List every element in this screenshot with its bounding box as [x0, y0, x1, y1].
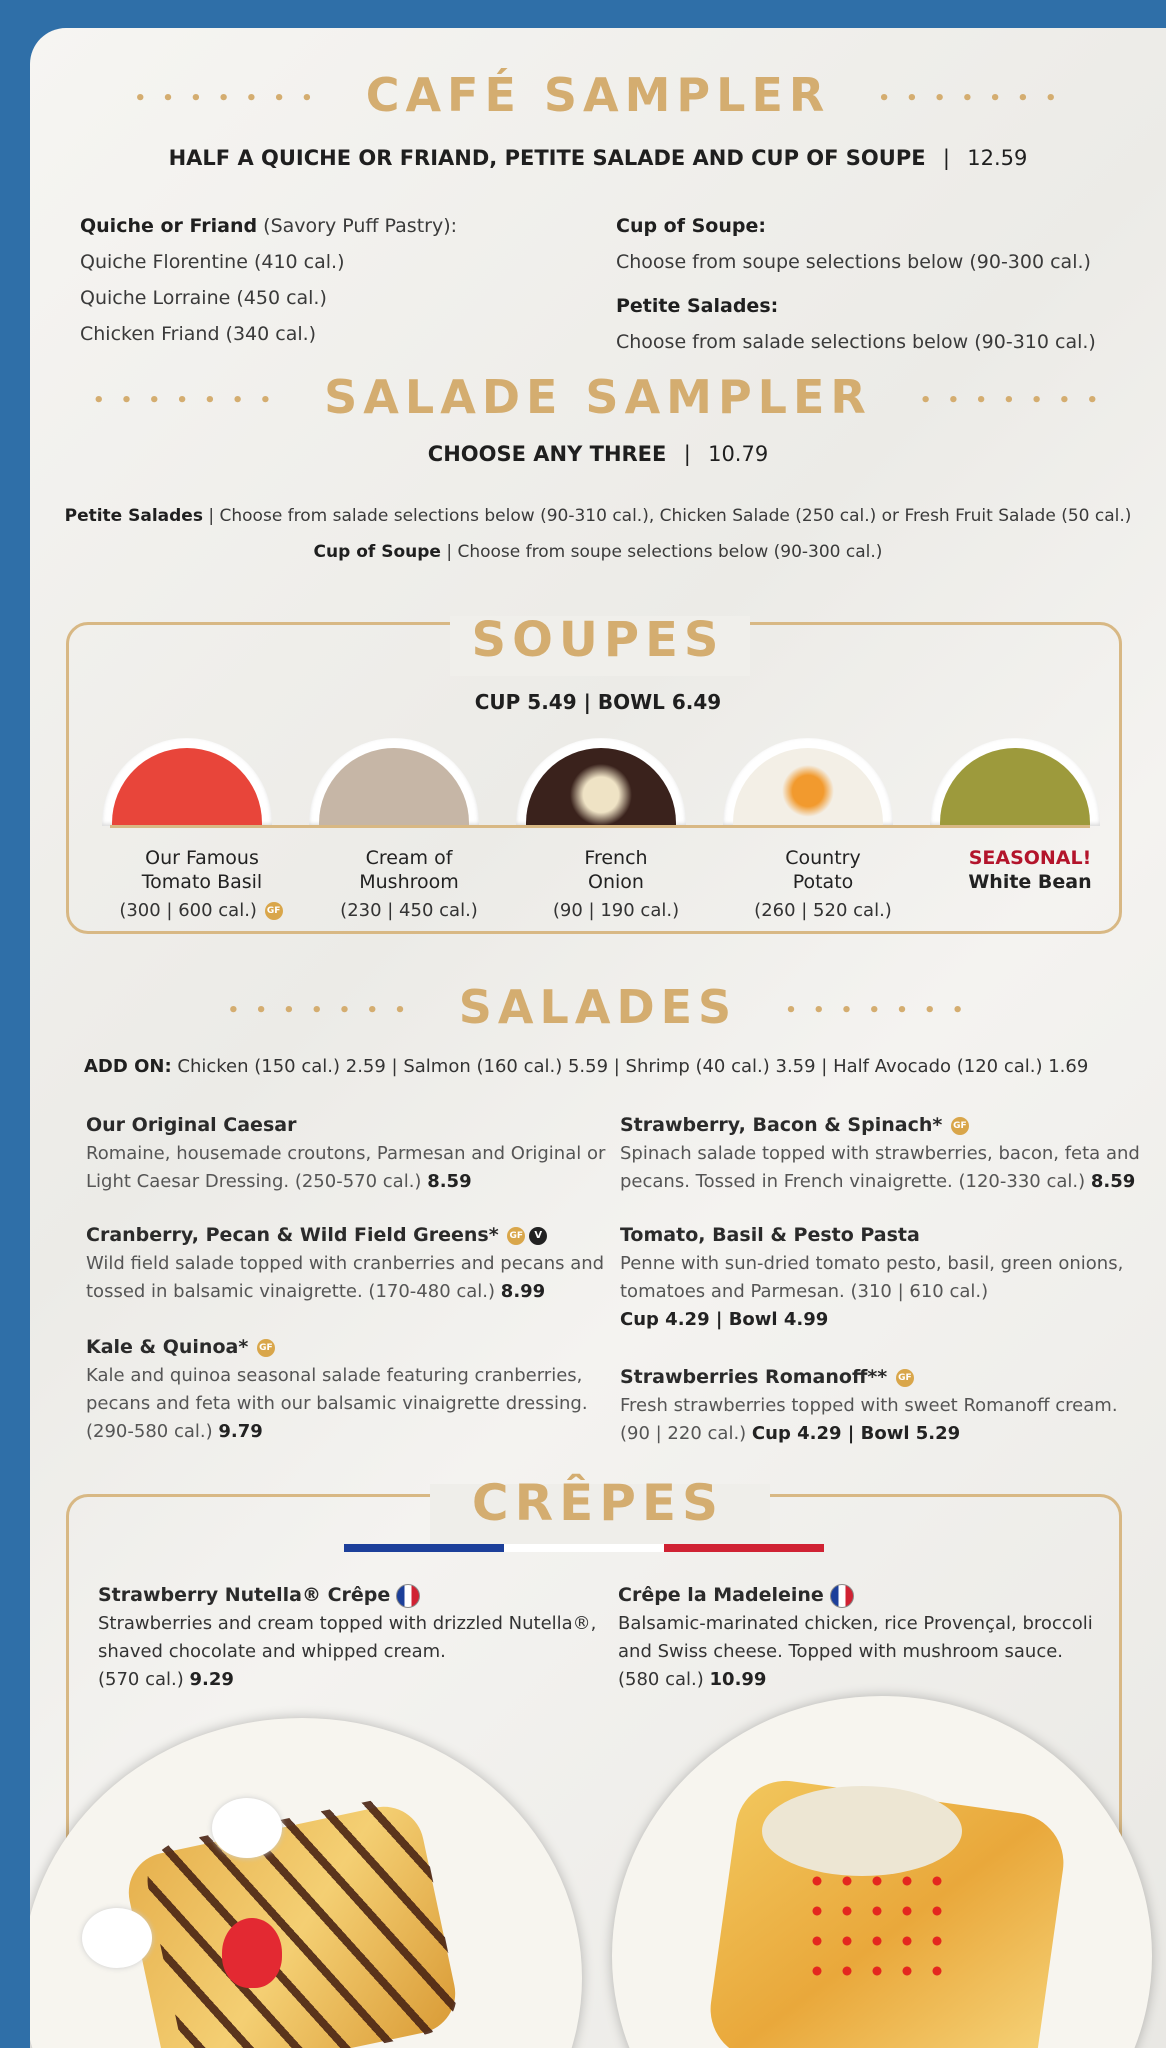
decorative-dots: • • • • • • •: [919, 390, 1103, 411]
salade-sampler-title: SALADE SAMPLER: [324, 370, 872, 424]
quiche-column: [80, 208, 600, 352]
crepes-title: CRÊPES: [471, 1474, 725, 1532]
salade-price: Cup 4.29 | Bowl 5.29: [751, 1423, 961, 1444]
salade-item: Our Original Caesar Romaine, housemade croutons, Parmesan and Original or Light Caesar Dressing. (250-570 cal.) 8.59: [86, 1110, 606, 1196]
salades-title: SALADES: [458, 980, 738, 1034]
add-on-label: ADD ON:: [84, 1056, 172, 1077]
crepe-title: Strawberry Nutella® Crêpe: [98, 1584, 391, 1606]
salade-sampler-subtitle: CHOOSE ANY THREE | 10.79: [427, 442, 769, 466]
soupe-name-mushroom: Cream of Mushroom: [359, 847, 459, 893]
crepe-price: 9.29: [189, 1669, 234, 1690]
salade-title: Tomato, Basil & Pesto Pasta: [620, 1224, 920, 1246]
country-potato-bowl: [723, 738, 893, 826]
salade-item: Kale & Quinoa* GF Kale and quinoa seasonal salade featuring cranberries, pecans and feta with our balsamic vinaigrette dressing. (290-580 cal.) 9.79: [86, 1336, 588, 1442]
petite-salades-label: Petite Salades: [64, 506, 203, 526]
salade-item: Cranberry, Pecan & Wild Field Greens* GF V Wild field salade topped with cranberries and pecans and tossed in balsamic vinaigrette. (170-480 cal.) 8.99: [86, 1224, 605, 1302]
petite-salades-heading: Petite Salades:: [616, 295, 779, 317]
add-on-text: Chicken (150 cal.) 2.59 | Salmon (160 cal.) 5.59 | Shrimp (40 cal.) 3.59 | Half Avocado (120 cal.) 1.69: [177, 1056, 1089, 1077]
salade-price: 8.59: [1090, 1171, 1136, 1192]
salade-sampler-price: 10.79: [708, 442, 769, 466]
soupe-salade-column: [616, 208, 1136, 360]
salade-price: 8.99: [500, 1281, 546, 1302]
menu-page: [30, 28, 1166, 2048]
soupe-shelf: [110, 825, 1090, 828]
french-flag-stripe: [344, 1544, 824, 1552]
french-onion-bowl: [516, 738, 686, 826]
crepe-title: Crêpe la Madeleine: [618, 1584, 824, 1606]
soupe-cal-potato: (260 | 520 cal.): [754, 900, 892, 921]
soupes-title: SOUPES: [471, 612, 725, 668]
decorative-dots: • • • • • • •: [785, 1000, 969, 1021]
gluten-free-icon: GF: [951, 1117, 969, 1135]
quiche-item: Quiche Florentine (410 cal.): [80, 251, 345, 273]
salades-heading: [30, 980, 1166, 1034]
crepe-price: 10.99: [709, 1669, 767, 1690]
soupe-cal-onion: (90 | 190 cal.): [552, 900, 680, 921]
crepe-item: Strawberry Nutella® Crêpe Strawberries and cream topped with drizzled Nutella®, shaved chocolate and whipped cream. (570 cal.) 9.29: [98, 1584, 597, 1690]
tomato-basil-bowl: [102, 738, 272, 826]
french-flag-icon: [830, 1584, 854, 1608]
salade-price: 9.79: [218, 1421, 263, 1442]
salade-sampler-details: Petite Salades | Choose from salade selections below (90-310 cal.), Chicken Salade (250 cal.) or Fresh Fruit Salade (50 cal.) Cup of Soupe | Choose from soupe selections below (90-300 cal.): [64, 506, 1132, 562]
decorative-dots: • • • • • • •: [227, 1000, 411, 1021]
decorative-dots: • • • • • • •: [878, 88, 1062, 109]
salade-title: Strawberry, Bacon & Spinach*: [620, 1114, 943, 1136]
french-flag-icon: [396, 1584, 420, 1608]
mushroom-bowl: [309, 738, 479, 826]
gluten-free-icon: GF: [896, 1369, 914, 1387]
salade-item: Strawberries Romanoff** GF Fresh strawberries topped with sweet Romanoff cream. (90 | 220 cal.) Cup 4.29 | Bowl 5.29: [620, 1366, 1118, 1444]
soupe-name-potato: Country Potato: [785, 847, 861, 893]
soupes-prices: CUP 5.49 | BOWL 6.49: [474, 690, 722, 714]
add-on-line: [84, 1056, 1134, 1077]
crepe-item: Crêpe la Madeleine Balsamic-marinated chicken, rice Provençal, broccoli and Swiss cheese. Topped with mushroom sauce. (580 cal.) 10.99: [618, 1584, 1093, 1690]
quiche-item: Chicken Friand (340 cal.): [80, 323, 317, 345]
cup-soupe-text: Choose from soupe selections below (90-300 cal.): [616, 251, 1091, 273]
soupe-cal-mushroom: (230 | 450 cal.): [340, 900, 478, 921]
salade-price: Cup 4.29 | Bowl 4.99: [620, 1309, 829, 1330]
quiche-note: (Savory Puff Pastry):: [263, 215, 458, 237]
soupe-name-white-bean: SEASONAL! White Bean: [968, 847, 1092, 893]
gluten-free-icon: GF: [257, 1339, 275, 1357]
soupe-bowls-row: [64, 738, 1120, 828]
soupe-name-onion: French Onion: [584, 847, 648, 893]
cafe-sampler-price: 12.59: [967, 146, 1028, 170]
cafe-sampler-heading: [30, 68, 1166, 122]
salade-item: Strawberry, Bacon & Spinach* GF Spinach salade topped with strawberries, bacon, feta and pecans. Tossed in French vinaigrette. (120-330 cal.) 8.59: [620, 1114, 1140, 1192]
salade-title: Cranberry, Pecan & Wild Field Greens*: [86, 1224, 499, 1246]
cafe-sampler-title: CAFÉ SAMPLER: [365, 68, 831, 122]
quiche-heading: Quiche or Friand: [80, 215, 258, 237]
petite-salades-detail: Choose from salade selections below (90-310 cal.), Chicken Salade (250 cal.) or Fresh Fruit Salade (50 cal.): [219, 506, 1132, 526]
quiche-item: Quiche Lorraine (450 cal.): [80, 287, 327, 309]
vegetarian-icon: V: [529, 1227, 547, 1245]
salade-title: Kale & Quinoa*: [86, 1336, 249, 1358]
white-bean-bowl: [930, 738, 1100, 826]
petite-salades-text: Choose from salade selections below (90-310 cal.): [616, 331, 1096, 353]
salade-sampler-heading: [30, 370, 1166, 424]
salade-sampler-description: CHOOSE ANY THREE: [427, 442, 667, 466]
salade-title: Our Original Caesar: [86, 1114, 297, 1136]
decorative-dots: • • • • • • •: [93, 390, 277, 411]
salade-price: 8.59: [427, 1171, 472, 1192]
salade-item: Tomato, Basil & Pesto Pasta Penne with sun-dried tomato pesto, basil, green onions, tomatoes and Parmesan. (310 | 610 cal.) Cup 4.29 | Bowl 4.99: [620, 1220, 1140, 1334]
gluten-free-icon: GF: [507, 1227, 525, 1245]
decorative-dots: • • • • • • •: [134, 88, 318, 109]
cup-soupe-label: Cup of Soupe: [313, 542, 441, 562]
salade-title: Strawberries Romanoff**: [620, 1366, 888, 1388]
cafe-sampler-subtitle: HALF A QUICHE OR FRIAND, PETITE SALADE AND CUP OF SOUPE | 12.59: [168, 146, 1028, 170]
cup-soupe-detail: Choose from soupe selections below (90-300 cal.): [457, 542, 883, 562]
cup-soupe-heading: Cup of Soupe:: [616, 215, 766, 237]
soupe-name-tomato: Our Famous Tomato Basil: [141, 847, 263, 893]
cafe-sampler-description: HALF A QUICHE OR FRIAND, PETITE SALADE AND CUP OF SOUPE: [168, 146, 926, 170]
soupe-cal-tomato: (300 | 600 cal.) GF: [102, 900, 302, 921]
gluten-free-icon: GF: [265, 902, 283, 920]
